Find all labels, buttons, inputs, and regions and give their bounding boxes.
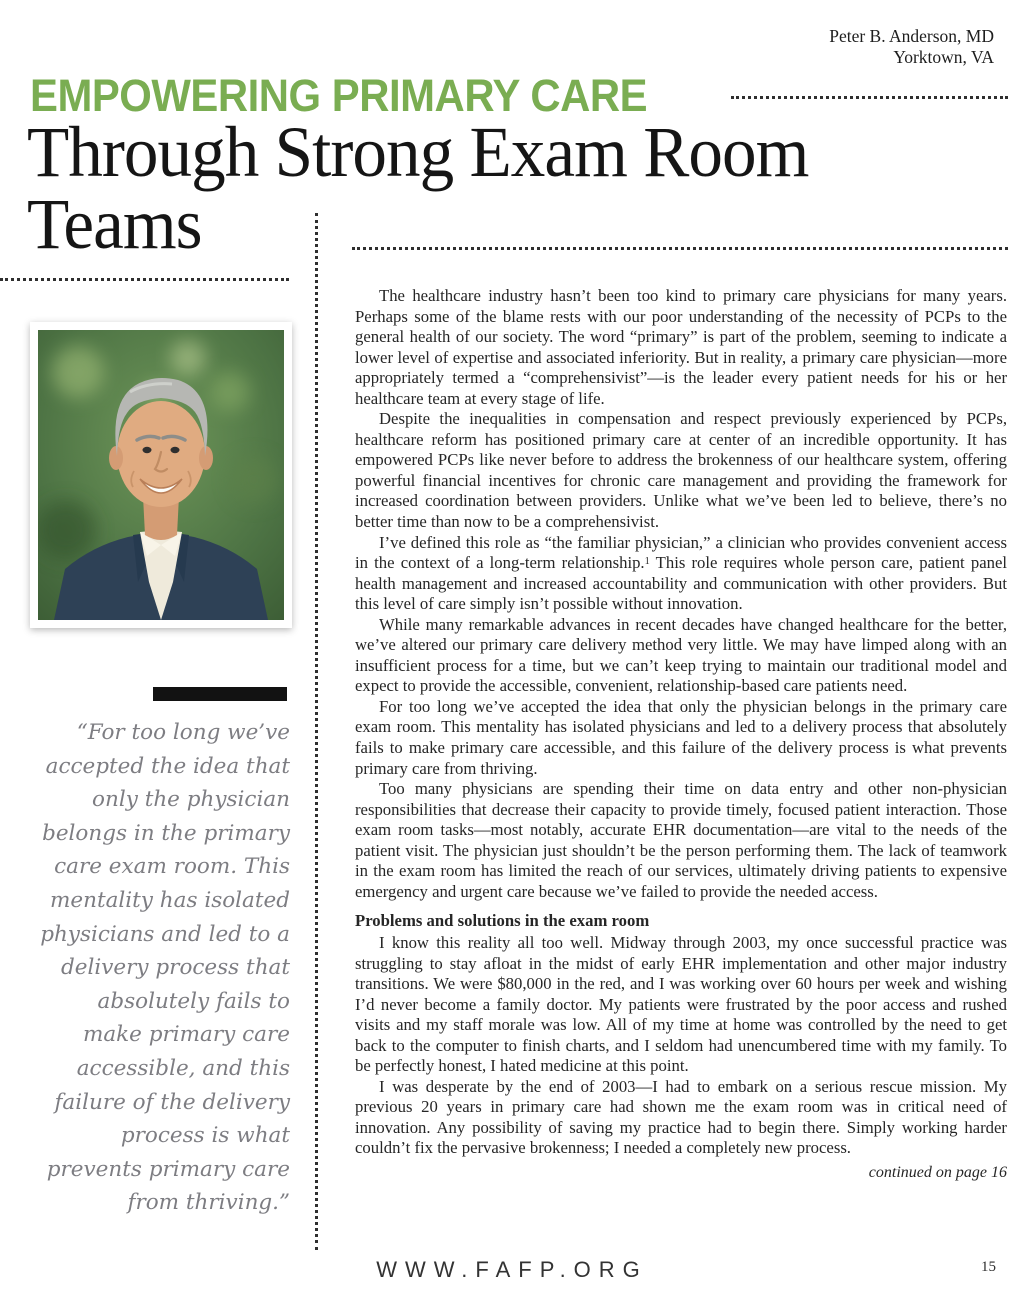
- column-dotted-rule: [352, 247, 1008, 250]
- author-portrait-photo: [30, 322, 292, 628]
- byline: [829, 26, 994, 68]
- page-title: Through Strong Exam Room Teams: [27, 112, 809, 264]
- article-body: [355, 286, 1007, 1184]
- footnote-marker: 1: [644, 555, 650, 567]
- paragraph-1: The healthcare industry hasn’t been too kind to primary care physicians for many years. Perhaps some of the blame rests with our poor understanding of the necessity of PCPs to the general health of our society. The word “primary” is part of the problem, seeming to indicate a lower level of expertise and associated inferiority. But in reality, a primary care physician—more appropriately termed a “comprehensivist”—is the leader every patient needs for his or her healthcare team at every stage of life.: [355, 286, 1007, 408]
- kicker-heading: EMPOWERING PRIMARY CARE: [30, 70, 648, 121]
- paragraph-4: While many remarkable advances in recent decades have changed healthcare for the better, we’ve altered our primary care delivery method very little. We may have limped along with an insufficient process for a time, but we can’t keep trying to maintain our traditional model and expect to provide the accessible, convenient, relationship-based care patients need.: [355, 614, 1007, 696]
- page-number: 15: [981, 1259, 996, 1275]
- paragraph-3-text: I’ve defined this role as “the familiar physician,” a clinician who provides convenient access in the context of a long-term relationship.: [355, 532, 1007, 573]
- pull-quote-bar: [153, 687, 287, 701]
- paragraph-6: Too many physicians are spending their time on data entry and other non-physician responsibilities that decrease their capacity to provide timely, focused patient interaction. Those exam room tasks—most notably, accurate EHR documentation—are vital to the needs of the patient visit. The physician just shouldn’t be the person performing them. The lack of teamwork in the exam room has limited the reach of our services, ultimately driving patients to expensive emergency and urgent care because we’ve failed to provide the needed access.: [355, 779, 1007, 901]
- author-name: Peter B. Anderson, MD: [829, 26, 994, 46]
- paragraph-5: For too long we’ve accepted the idea that only the physician belongs in the primary care exam room. This mentality has isolated physicians and led to a delivery process that absolutely fails to make primary care accessible, and this failure of the delivery process is what prevents primary care from thriving.: [355, 696, 1007, 778]
- paragraph-2: Despite the inequalities in compensation and respect previously experienced by PCPs, healthcare reform has positioned primary care at center of an incredible opportunity. It has empowered PCPs like never before to address the brokenness of our healthcare system, offering powerful financial incentives for chronic care management and providing the framework for increased coordination between providers. Unlike what we’ve been led to believe, there’s no better time than now to be a comprehensivist.: [355, 409, 1007, 532]
- footer-website-url: WWW.FAFP.ORG: [376, 1257, 648, 1282]
- kicker-dotted-rule: [731, 96, 1008, 99]
- continued-notice: continued on page 16: [868, 1163, 1007, 1181]
- author-location: Yorktown, VA: [893, 47, 994, 67]
- pull-quote: “For too long we’ve accepted the idea that only the physician belongs in the primary care exam room. This mentality has isolated physicians and led to a delivery process that absolutely fails to make primary care accessible, and this failure of the delivery process is what prevents primary care from thriving.”: [40, 720, 290, 1216]
- section-subhead: Problems and solutions in the exam room: [355, 911, 650, 931]
- left-dotted-rule: [0, 278, 289, 281]
- portrait-illustration: [38, 330, 284, 620]
- paragraph-3-continuation: This role requires whole person care, patient panel health management and increased accountability and communication with other providers. But this level of care simply isn’t possible without innovation.: [355, 553, 1007, 614]
- paragraph-8: I was desperate by the end of 2003—I had to embark on a serious rescue mission. My previous 20 years in primary care had shown me the exam room was in critical need of innovation. Any possibility of saving my practice had to begin there. Simply working harder couldn’t fix the pervasive brokenness; I needed a completely new process.: [355, 1076, 1007, 1158]
- paragraph-3: [355, 533, 1007, 615]
- paragraph-7: I know this reality all too well. Midway through 2003, my once successful practice was struggling to stay afloat in the midst of early EHR implementation and other major industry transitions. We were $80,000 in the red, and I was working over 60 hours per week and wishing I’d never become a family doctor. My patients were frustrated by the poor access and rushed visits and my staff morale was low. All of my time at home was controlled by the need to get back to the computer to finish charts, and I seldom had unencumbered time with my family. To be perfectly honest, I hated medicine at this point.: [355, 932, 1007, 1076]
- vertical-dotted-divider: [315, 213, 318, 1250]
